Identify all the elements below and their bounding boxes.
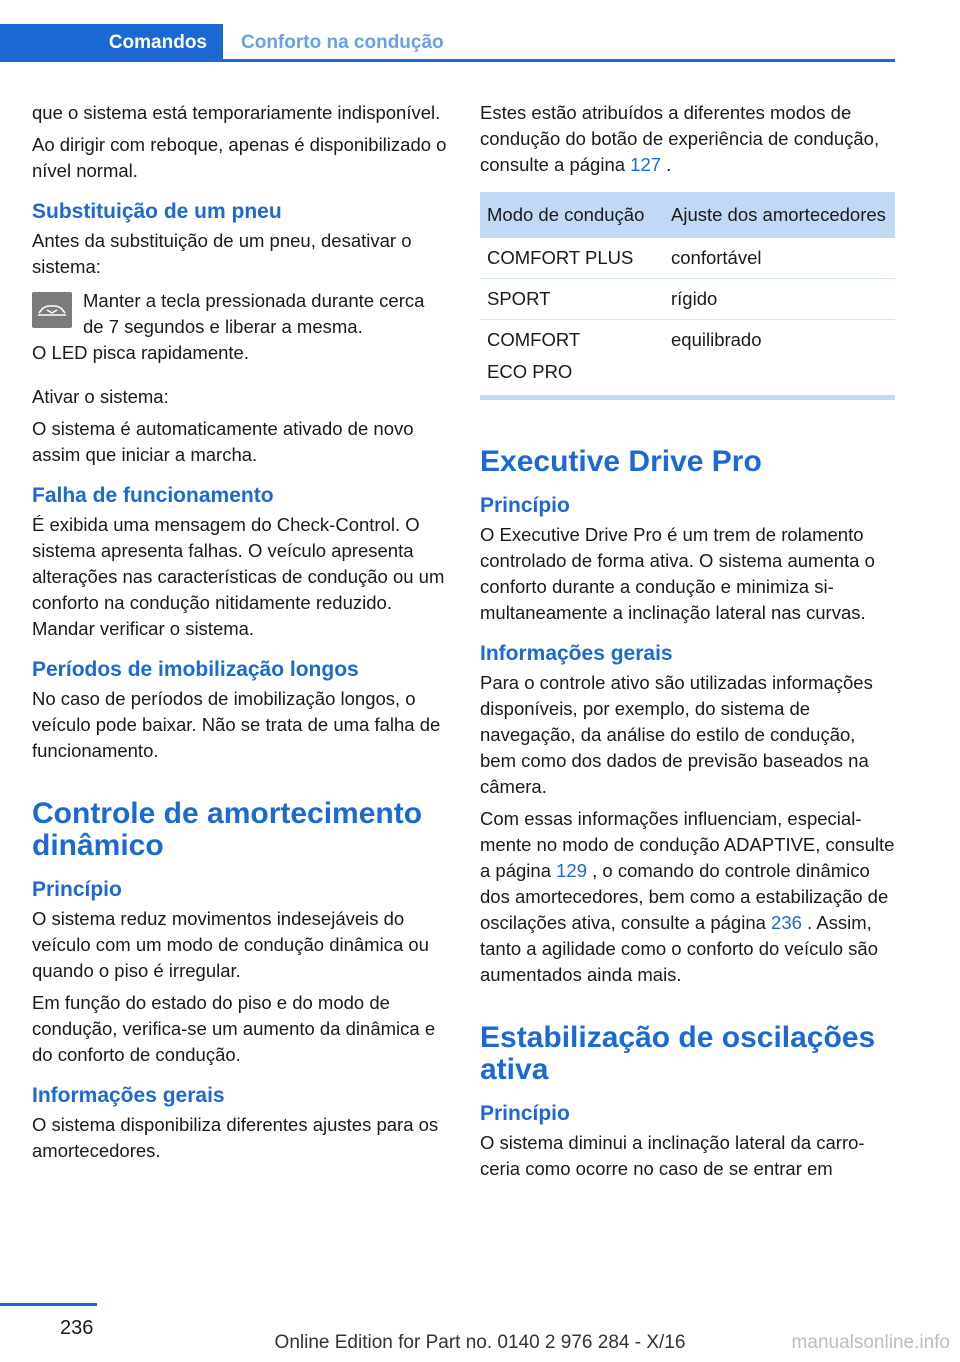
driving-mode-table [480,192,895,400]
tab-comandos[interactable]: Comandos [0,24,223,62]
page-number-bar [0,1303,97,1306]
heading-executive-drive-pro: Executive Drive Pro [480,445,762,478]
instruction-text: Manter a tecla pressionada durante cerca de 7 segundos e liberar a mesma. [83,290,425,337]
paragraph: O sistema diminui a inclinação lateral da carroceria como ocorre no caso de se entrar em [480,1132,865,1179]
page-number: 236 [60,1317,94,1339]
tab-conforto-na-conducao[interactable]: Conforto na condução [241,32,444,53]
heading-tire-change: Substituição de um pneu [32,200,282,223]
paragraph: No caso de períodos de imobilização longos, o veículo pode baixar. Não se trata de uma falha de funcionamento. [32,688,441,761]
paragraph: Antes da substituição de um pneu, desativar o sistema: [32,230,412,277]
paragraph: que o sistema está temporariamente indisponível. [32,102,441,123]
heading-active-roll-stabilization: Estabilização de oscilações ativa [480,1021,876,1086]
heading-dynamic-damper-control: Controle de amortecimento dinâmico [32,797,423,862]
paragraph: O sistema reduz movimentos indesejáveis do veículo com um modo de condução dinâmica ou quando o piso é irregular. [32,908,429,981]
page-link-127[interactable]: 127 [630,154,662,175]
page-link-129[interactable]: 129 [556,860,587,881]
paragraph: Ao dirigir com reboque, apenas é disponibilizado o nível normal. [32,134,447,181]
paragraph: Ativar o sistema: [32,386,169,407]
heading-principle: Princípio [480,1102,570,1125]
heading-principle: Princípio [480,494,570,517]
header-underline [0,59,895,62]
paragraph: O sistema é automaticamente ativado de novo assim que iniciar a marcha. [32,418,414,465]
table-cell-setting: rígido [664,279,895,320]
header-tabs [0,24,895,62]
edition-footer: Online Edition for Part no. 0140 2 976 284 - X/16 [274,1332,686,1353]
paragraph: Com essas informações influenciam, especialmente no modo de condução ADAPTIVE, consulte a página 129 , o comando do controle dinâmico dos amortecedores, bem como a estabilização de oscilações ativa, consulte a página 236 . Assim, tanto a agilidade como o conforto do veículo são aumentados ainda mais. [480,808,895,985]
watermark: manualsonline.info [791,1332,950,1353]
table-cell-mode: COMFORT ECO PRO [480,320,664,398]
paragraph: Para o controle ativo são utilizadas informações disponíveis, por exemplo, do sistema de navegação, da análise do estilo de condução, bem como dos dados de previsão baseados na câmera. [480,672,873,797]
table-header-setting: Ajuste dos amortecedores [664,192,895,238]
heading-general-info: Informações gerais [32,1084,225,1107]
paragraph: O sistema disponibiliza diferentes ajustes para os amortecedores. [32,1114,439,1161]
table-header-row [480,192,895,238]
paragraph: Estes estão atribuídos a diferentes modos de condução do botão de experiência de condução, consulte a página 127 . [480,102,880,175]
heading-long-idle-periods: Períodos de imobilização longos [32,658,359,681]
heading-malfunction: Falha de funcionamento [32,484,274,507]
page-link-236[interactable]: 236 [771,912,802,933]
paragraph: Em função do estado do piso e do modo de condução, verifica-se um aumento da dinâmica e do conforto de condução. [32,992,436,1065]
heading-principle: Princípio [32,878,122,901]
paragraph: É exibida uma mensagem do Check-Control. O sistema apresenta falhas. O veículo apresenta alterações nas características de condução ou um conforto na condução nitidamente reduzido. Mandar verificar o sistema. [32,514,445,639]
paragraph: O Executive Drive Pro é um trem de rolamento controlado de forma ativa. O sistema aumenta o conforto durante a condução e minimiza simultaneamente a inclinação lateral nas curvas. [480,524,875,623]
table-row [480,238,895,279]
table-cell-setting: confortável [664,238,895,279]
table-header-mode: Modo de condução [480,192,664,238]
car-suspension-icon [32,292,72,328]
paragraph: O LED pisca rapidamente. [32,342,249,363]
table-cell-mode: COMFORT PLUS [480,238,664,279]
left-column [32,100,448,1170]
right-column [480,100,896,1188]
heading-general-info: Informações gerais [480,642,673,665]
table-row [480,320,895,398]
table-cell-setting: equilibrado [664,320,895,398]
table-row [480,279,895,320]
instruction-row [32,288,448,340]
table-cell-mode: SPORT [480,279,664,320]
